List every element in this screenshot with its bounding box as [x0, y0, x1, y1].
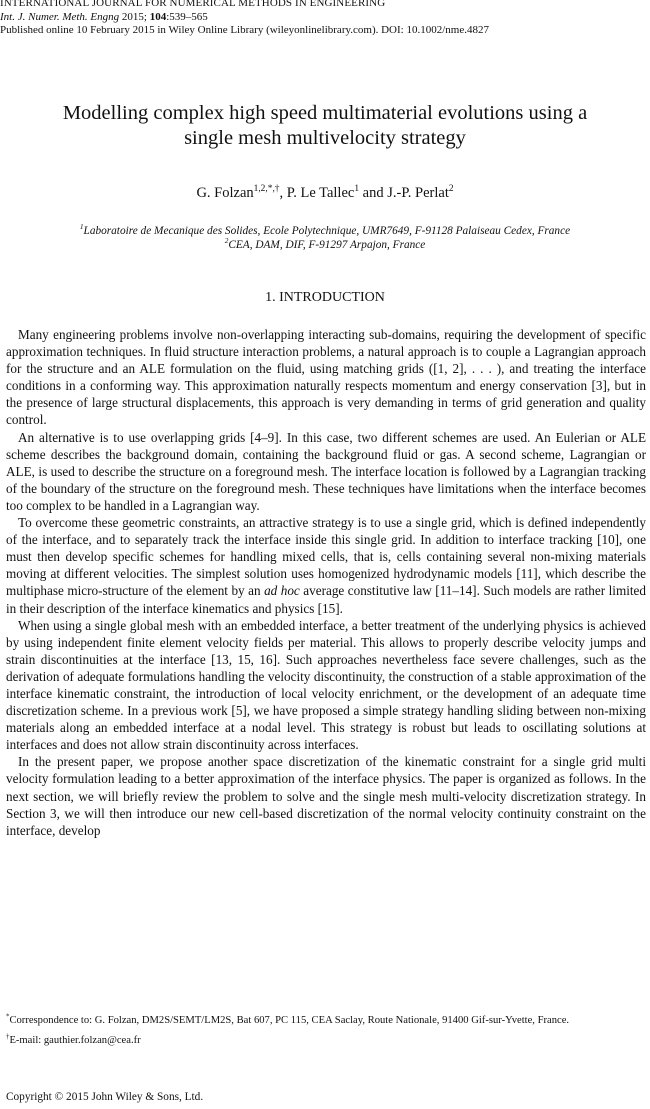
correspondence-footnote: [6, 1014, 646, 1027]
footnote-mark: †: [6, 1033, 10, 1041]
author-name: P. Le Tallec: [286, 185, 355, 201]
author-name: G. Folzan: [196, 185, 254, 201]
copyright: Copyright © 2015 John Wiley & Sons, Ltd.: [6, 1091, 204, 1103]
journal-header: [0, 0, 650, 38]
affiliation-text: Laboratoire de Mecanique des Solides, Ecole Polytechnique, UMR7649, F-91128 Palaiseau Cedex, France: [83, 225, 571, 237]
affiliation-sup: 1: [79, 222, 84, 232]
footnotes: [6, 1014, 646, 1047]
paragraph-text: To overcome these geometric constraints, an attractive strategy is to use a single grid, which is defined independently of the interface, and to separately track the interface inside this single grid. In addition to interface tracking [10], one must then develop specific schemes for handling mixed cells, that is, cells containing several non-mixing materials moving at different velocities. The simplest solution uses homogenized hydrodynamic models [11], which describe the multiphase micro-structure of the element by an: [6, 515, 646, 599]
section-heading: 1. INTRODUCTION: [265, 290, 385, 305]
emphasis: ad hoc: [264, 583, 300, 599]
author-separator: and: [359, 185, 388, 201]
affiliations: [0, 224, 650, 252]
citation-pages: :539–565: [166, 10, 208, 23]
footnote-text: Correspondence to: G. Folzan, DM2S/SEMT/LM2S, Bat 607, PC 115, CEA Saclay, Route Nationale, 91400 Gif-sur-Yvette, France.: [9, 1015, 570, 1026]
paragraph: An alternative is to use overlapping grids [4–9]. In this case, two different schemes are used. An Eulerian or ALE scheme describes the background domain, containing the background fluid or gas. A second scheme, Lagrangian or ALE, is used to describe the structure on a foreground mesh. The interface location is followed by a Lagrangian tracking of the boundary of the structure on the foreground mesh. These techniques have limitations when the interface becomes too complex to be handled in a Lagrangian way.: [6, 429, 646, 513]
author-separator: ,: [279, 185, 287, 201]
author-list: [0, 184, 650, 202]
paragraph: In the present paper, we propose another space discretization of the kinematic constraint for a single grid multi velocity formulation leading to a better approximation of the interface physics. The paper is organized as follows. In the next section, we will briefly review the problem to solve and the single mesh multi-velocity discretization strategy. In Section 3, we will then introduce our new cell-based discretization of the normal velocity continuity constraint on the interface, develop: [6, 754, 646, 838]
affiliation-text: CEA, DAM, DIF, F-91297 Arpajon, France: [228, 239, 426, 251]
author-sup: 1,2,*,†: [253, 184, 280, 195]
paragraph-text: average constitutive law [11–14]. Such models are rather limited in their description of the interface kinematics and physics [15].: [6, 583, 646, 616]
introduction-body: [6, 326, 646, 839]
paragraph: When using a single global mesh with an embedded interface, a better treatment of the underlying physics is achieved by using independent finite element velocity fields per material. This allows to properly describe velocity jumps and strain discontinuities at the interface [13, 15, 16]. Such approaches nevertheless face severe challenges, such as the derivation of adequate formulations handling the velocity discontinuity, the construction of a stable approximation of the interface kinematic constraint, the introduction of local velocity enrichment, or the development of an adequate time discretization scheme. In a previous work [5], we have proposed a simple strategy handling sliding between non-mixing materials along an embedded interface at a nodal level. This strategy is robust but leads to oscillating solutions at interfaces and does not allow strain discontinuity across interfaces.: [6, 617, 646, 753]
citation-line: [0, 11, 650, 25]
paragraph: [6, 514, 646, 617]
affiliation-sup: 2: [224, 236, 229, 246]
email-footnote: [6, 1034, 646, 1047]
citation-year: 2015;: [121, 10, 147, 23]
author-sup: 1: [354, 184, 360, 195]
article-title: [0, 101, 650, 151]
journal-name: INTERNATIONAL JOURNAL FOR NUMERICAL METHODS IN ENGINEERING: [0, 0, 386, 9]
footnote-mark: *: [6, 1013, 10, 1021]
footnote-text: E-mail: gauthier.folzan@cea.fr: [9, 1035, 141, 1046]
affiliation-1: [0, 224, 650, 238]
title-line-2: single mesh multivelocity strategy: [184, 127, 466, 149]
title-line-1: Modelling complex high speed multimaterial evolutions using a: [62, 102, 588, 124]
journal-abbrev: Int. J. Numer. Meth. Engng: [0, 10, 120, 23]
affiliation-2: [0, 238, 650, 252]
citation-volume: 104: [149, 10, 167, 23]
paragraph: Many engineering problems involve non-overlapping interacting sub-domains, requiring the development of specific approximation techniques. In fluid structure interaction problems, a natural approach is to couple a Lagrangian approach for the structure and an ALE formulation on the fluid, using matching grids ([1, 2], . . . ), and treating the interface conditions in a conforming way. This approximation naturally respects momentum and energy conservation [3], but in the presence of large structural displacements, this approach is very demanding in terms of grid generation and quality control.: [6, 327, 646, 428]
author-name: J.-P. Perlat: [387, 185, 449, 201]
publication-line: Published online 10 February 2015 in Wiley Online Library (wileyonlinelibrary.com). DOI: 10.1002/nme.4827: [0, 24, 489, 36]
author-sup: 2: [448, 184, 454, 195]
